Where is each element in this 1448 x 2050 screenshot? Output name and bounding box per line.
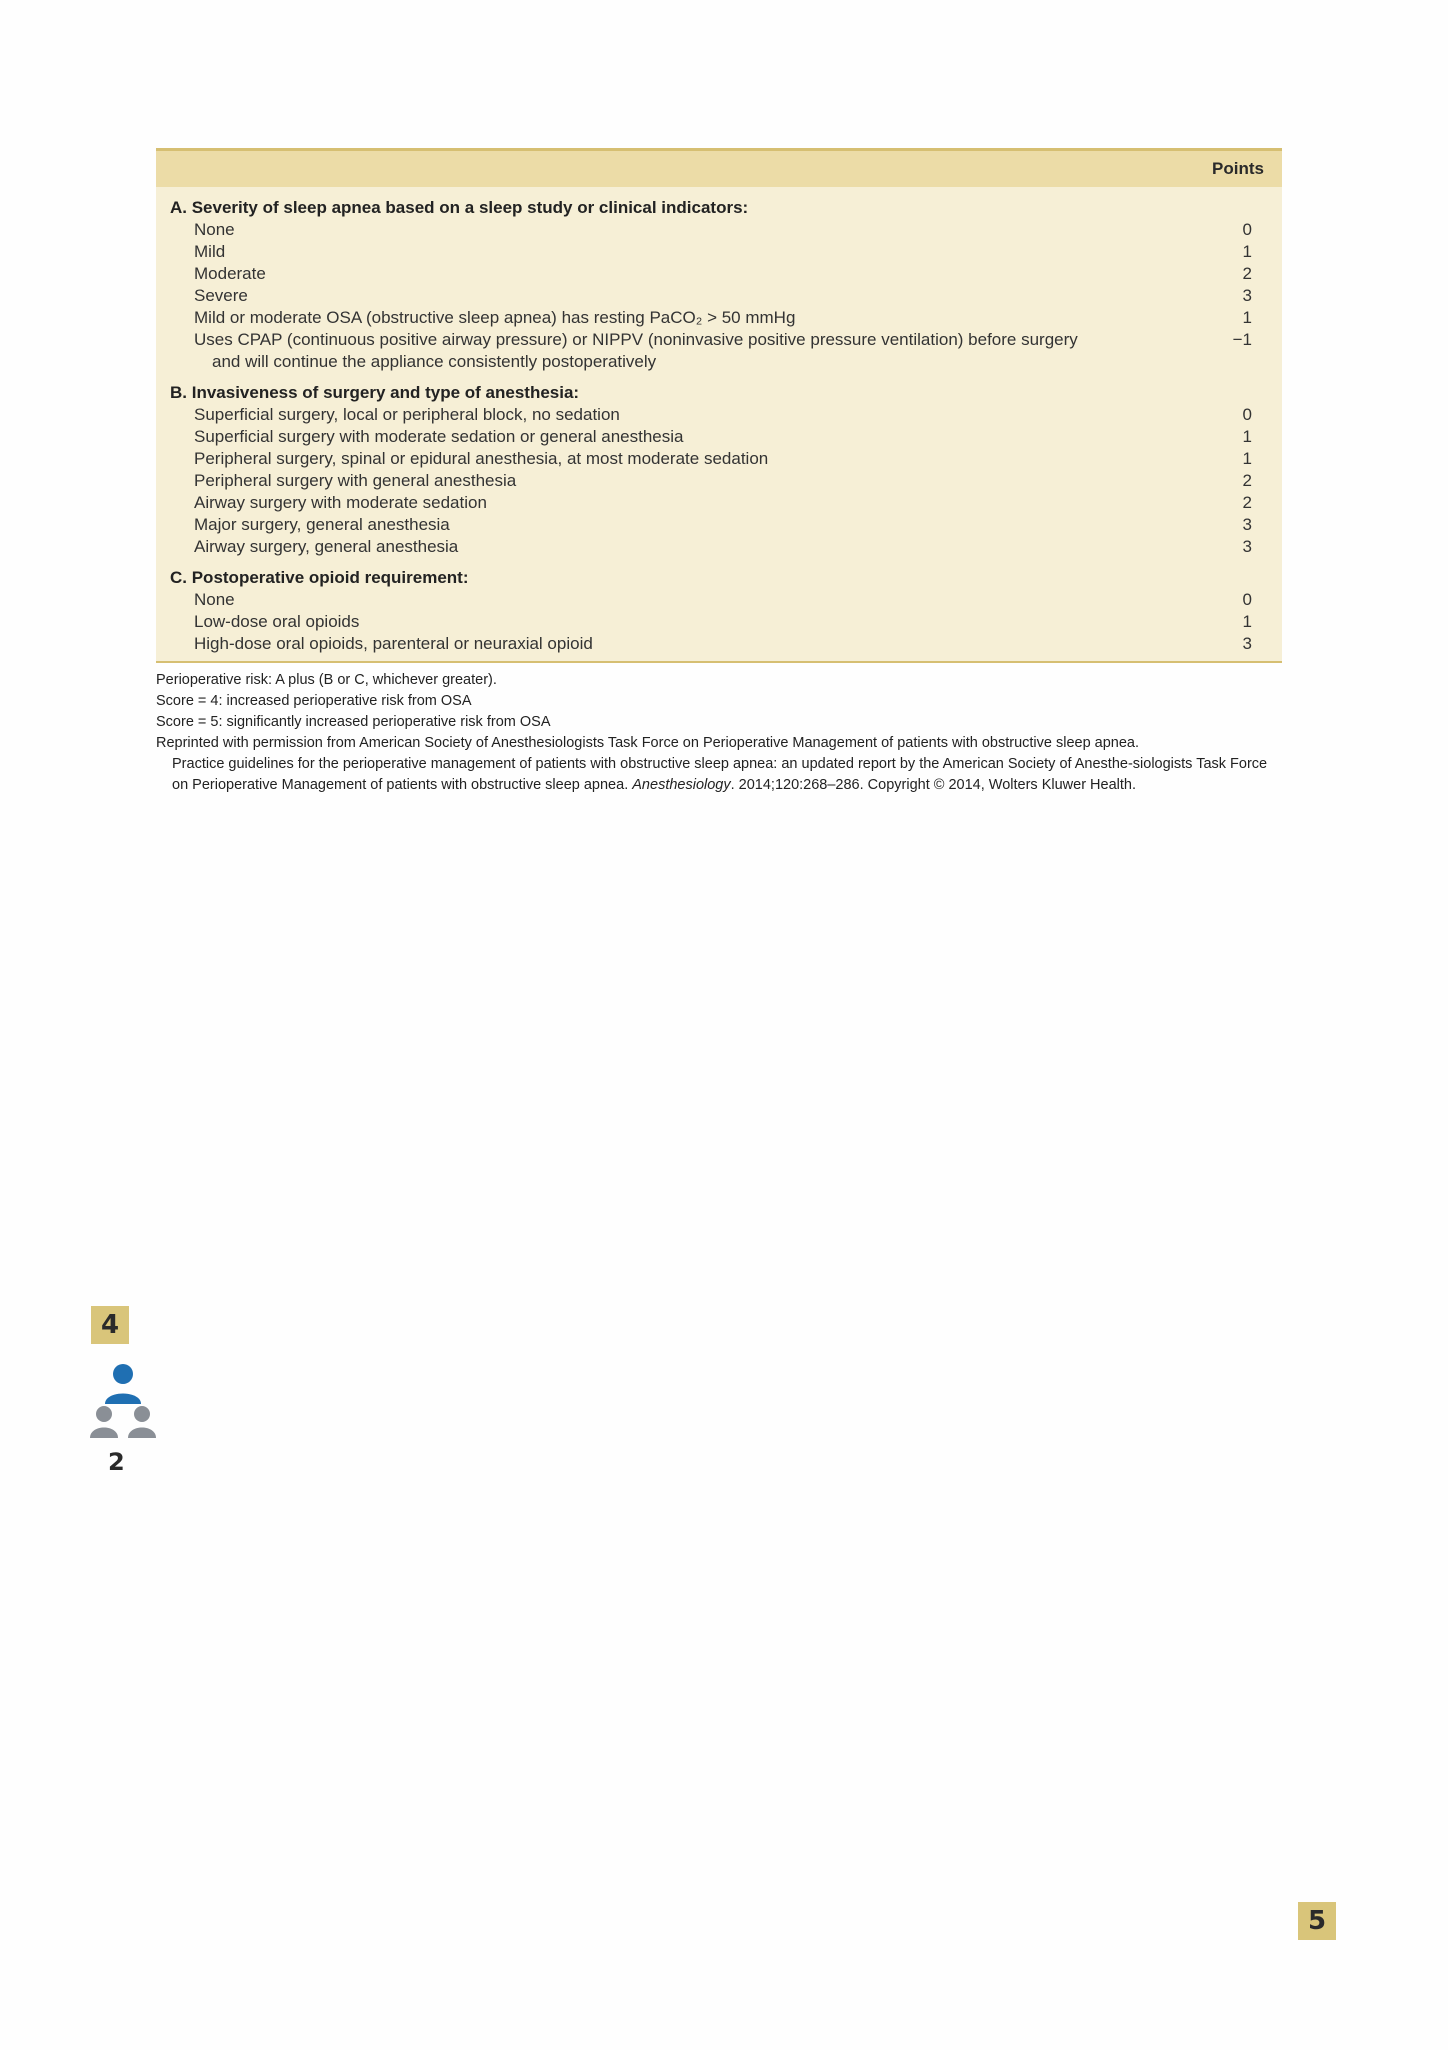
row-points: 1	[1242, 242, 1252, 261]
row-points: 1	[1242, 612, 1252, 631]
table-body	[156, 187, 1282, 663]
table-row	[156, 448, 1282, 470]
section-heading: B. Invasiveness of surgery and type of anesthesia:	[170, 383, 580, 402]
footnote-perioperative-risk: Perioperative risk: A plus (B or C, whichever greater).	[156, 672, 497, 688]
row-criterion-text: Superficial surgery with moderate sedation or general anesthesia	[194, 427, 684, 446]
row-criterion	[156, 263, 1192, 285]
row-criterion	[156, 611, 1192, 633]
row-criterion-text: High-dose oral opioids, parenteral or neuraxial opioid	[194, 634, 593, 653]
people-hierarchy-icon	[88, 1362, 158, 1442]
row-criterion	[156, 589, 1192, 611]
row-criterion-text: Mild or moderate OSA (obstructive sleep apnea) has resting PaCO₂ > 50 mmHg	[194, 308, 796, 327]
footnote-score-5: Score = 5: significantly increased perioperative risk from OSA	[156, 714, 551, 730]
people-count: 2	[108, 1448, 125, 1476]
table-row	[156, 589, 1282, 611]
table-section	[156, 197, 1282, 373]
row-criterion-text: Uses CPAP (continuous positive airway pressure) or NIPPV (noninvasive positive pressure ventilation) before surgery	[194, 330, 1078, 349]
reprint-body-text: Practice guidelines for the perioperative management of patients with obstructive sleep apnea: an updated report by the American Society of Anesthe-siologists Task Force on Perioperative Management of patients with obstructive sleep apnea.	[172, 756, 1268, 793]
row-criterion	[156, 404, 1192, 426]
table-footnotes	[156, 670, 1282, 796]
table-row	[156, 285, 1282, 307]
row-criterion-text: Severe	[194, 286, 248, 305]
table-row	[156, 514, 1282, 536]
table-row	[156, 633, 1282, 655]
row-criterion	[156, 329, 1192, 373]
row-criterion-text: Moderate	[194, 264, 266, 283]
row-criterion	[156, 241, 1192, 263]
row-criterion-text: Airway surgery, general anesthesia	[194, 537, 459, 556]
section-heading: C. Postoperative opioid requirement:	[170, 568, 469, 587]
row-criterion	[156, 536, 1192, 558]
row-criterion-text: Peripheral surgery, spinal or epidural anesthesia, at most moderate sedation	[194, 449, 769, 468]
row-criterion	[156, 492, 1192, 514]
row-criterion	[156, 307, 1192, 329]
row-criterion-text: None	[194, 220, 235, 239]
row-criterion-text: Major surgery, general anesthesia	[194, 515, 450, 534]
row-points: 2	[1242, 471, 1252, 490]
row-criterion-text: Superficial surgery, local or peripheral block, no sedation	[194, 405, 620, 424]
journal-name: Anesthesiology	[632, 777, 731, 793]
row-criterion-text: Airway surgery with moderate sedation	[194, 493, 487, 512]
row-points: 0	[1242, 405, 1252, 424]
row-points: 0	[1242, 590, 1252, 609]
row-criterion-text: Low-dose oral opioids	[194, 612, 360, 631]
table-section	[156, 382, 1282, 558]
table-row	[156, 263, 1282, 285]
row-criterion	[156, 514, 1192, 536]
table-row	[156, 404, 1282, 426]
row-points: 1	[1242, 449, 1252, 468]
row-criterion	[156, 426, 1192, 448]
table-row	[156, 611, 1282, 633]
citation-text: . 2014;120:268–286. Copyright © 2014, Wolters Kluwer Health.	[730, 777, 1136, 793]
reprint-body	[156, 754, 1282, 796]
row-points: 2	[1242, 264, 1252, 283]
row-points: 0	[1242, 220, 1252, 239]
table-row	[156, 219, 1282, 241]
table-row	[156, 536, 1282, 558]
row-criterion-text: Mild	[194, 242, 226, 261]
section-heading: A. Severity of sleep apnea based on a sleep study or clinical indicators:	[170, 198, 749, 217]
points-column-header: Points	[1212, 159, 1264, 178]
row-criterion	[156, 448, 1192, 470]
row-points: −1	[1232, 330, 1252, 349]
row-criterion	[156, 633, 1192, 655]
row-criterion	[156, 285, 1192, 307]
table-row	[156, 241, 1282, 263]
row-points: 3	[1242, 515, 1252, 534]
row-criterion	[156, 470, 1192, 492]
row-criterion-text: Peripheral surgery with general anesthesia	[194, 471, 517, 490]
row-points: 1	[1242, 427, 1252, 446]
footnote-score-4: Score = 4: increased perioperative risk from OSA	[156, 693, 472, 709]
table-row	[156, 307, 1282, 329]
table-row	[156, 426, 1282, 448]
row-points: 3	[1242, 537, 1252, 556]
row-points: 3	[1242, 286, 1252, 305]
table-row	[156, 470, 1282, 492]
row-criterion	[156, 219, 1192, 241]
table-header	[156, 151, 1282, 187]
row-criterion-text: None	[194, 590, 235, 609]
page-badge-right: 5	[1298, 1902, 1336, 1940]
row-points: 3	[1242, 634, 1252, 653]
row-points: 2	[1242, 493, 1252, 512]
footnote-reprint	[156, 733, 1282, 796]
table-row	[156, 492, 1282, 514]
scoring-table	[156, 148, 1282, 663]
row-points: 1	[1242, 308, 1252, 327]
page-badge-left: 4	[91, 1306, 129, 1344]
row-criterion-continuation: and will continue the appliance consistently postoperatively	[212, 352, 657, 371]
reprint-lead: Reprinted with permission from American Society of Anesthesiologists Task Force on Perioperative Management of patients with obstructive sleep apnea.	[156, 735, 1140, 751]
table-row	[156, 329, 1282, 373]
table-section	[156, 567, 1282, 655]
